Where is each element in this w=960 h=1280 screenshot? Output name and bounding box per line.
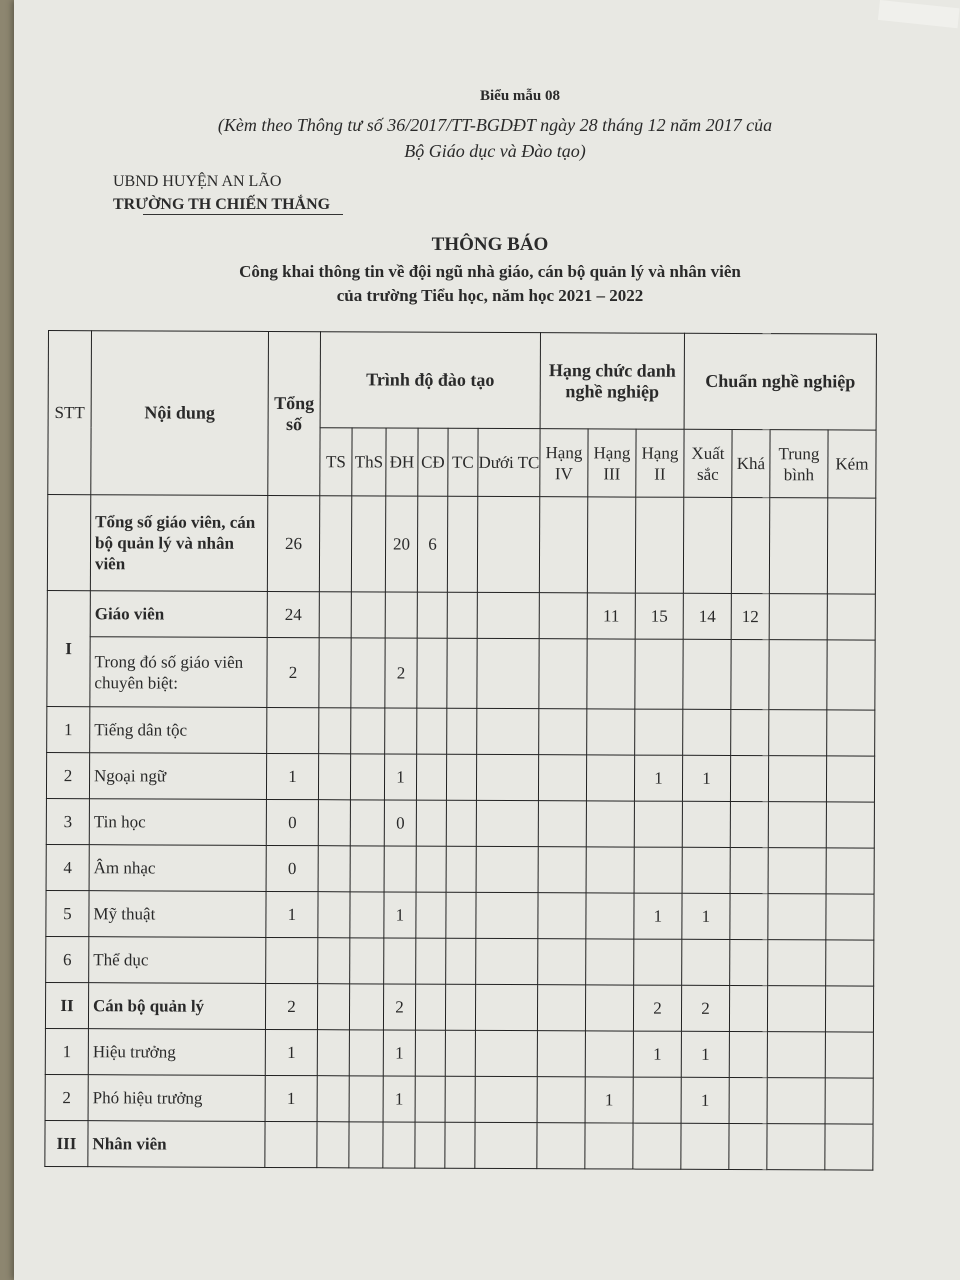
cell-label: Âm nhạc xyxy=(89,845,266,892)
form-note-line2: Bộ Giáo dục và Đào tạo) xyxy=(404,141,586,161)
cell-label: Thể dục xyxy=(89,937,266,984)
subheader-cell: Xuất sắc xyxy=(684,429,732,497)
cell-value xyxy=(415,1122,445,1168)
cell-value xyxy=(475,984,537,1030)
cell-value xyxy=(826,848,874,894)
subheader-cell: Hạng IV xyxy=(540,429,588,497)
header-tong-so: Tổng số xyxy=(268,331,321,495)
form-id: Biểu mẫu 08 xyxy=(479,88,560,104)
subheader-cell: Hạng III xyxy=(588,429,636,497)
cell-value xyxy=(682,801,730,847)
cell-value xyxy=(634,801,682,847)
cell-label: Hiệu trưởng xyxy=(88,1029,265,1076)
cell-value xyxy=(318,754,350,800)
cell-value xyxy=(539,709,587,755)
cell-value xyxy=(827,594,875,640)
table-row xyxy=(45,1028,873,1078)
cell-value: 1 xyxy=(383,1030,415,1076)
cell-stt: 5 xyxy=(46,890,89,936)
cell-value xyxy=(769,594,827,640)
cell-value xyxy=(447,592,477,638)
cell-value xyxy=(416,846,446,892)
cell-value xyxy=(476,754,538,800)
cell-stt: 2 xyxy=(45,1074,88,1120)
cell-value xyxy=(447,708,477,754)
header-chuan: Chuẩn nghề nghiệp xyxy=(684,333,876,430)
cell-value xyxy=(827,710,875,756)
cell-value xyxy=(539,497,587,593)
cell-value xyxy=(767,986,825,1032)
cell-value xyxy=(634,847,682,893)
cell-value xyxy=(586,801,634,847)
cell-value xyxy=(351,638,385,708)
cell-total xyxy=(267,707,319,753)
notice-subtitle-line2: của trường Tiểu học, năm học 2021 – 2022 xyxy=(336,286,644,305)
cell-value xyxy=(351,708,385,754)
cell-value xyxy=(634,939,682,985)
cell-value xyxy=(683,497,731,593)
cell-value xyxy=(447,496,477,592)
table-row xyxy=(47,590,875,640)
cell-stt: III xyxy=(45,1120,88,1166)
cell-value xyxy=(729,1123,767,1169)
cell-value xyxy=(825,986,873,1032)
cell-value xyxy=(683,709,731,755)
cell-value xyxy=(768,894,826,940)
cell-value xyxy=(385,708,417,754)
cell-value xyxy=(586,755,634,801)
cell-value xyxy=(350,800,384,846)
cell-value xyxy=(417,592,447,638)
cell-value: 2 xyxy=(383,984,415,1030)
cell-value: 0 xyxy=(384,800,416,846)
header-trinh-do: Trình độ đào tạo xyxy=(320,332,540,429)
cell-value xyxy=(446,892,476,938)
cell-value xyxy=(351,592,385,638)
cell-label: Tiếng dân tộc xyxy=(90,707,267,754)
cell-value xyxy=(319,638,351,708)
cell-value: 1 xyxy=(383,1076,415,1122)
cell-value xyxy=(416,892,446,938)
cell-value xyxy=(538,847,586,893)
cell-value xyxy=(768,756,826,802)
cell-value xyxy=(318,800,350,846)
cell-value xyxy=(477,638,539,708)
cell-value xyxy=(586,939,634,985)
cell-value xyxy=(351,496,385,592)
staff-table xyxy=(44,330,877,1171)
cell-value xyxy=(730,755,768,801)
cell-value xyxy=(385,592,417,638)
cell-value xyxy=(826,940,874,986)
cell-label: Giáo viên xyxy=(90,591,267,638)
cell-value xyxy=(415,984,445,1030)
cell-value: 1 xyxy=(681,1077,729,1123)
cell-total: 1 xyxy=(265,1029,317,1075)
cell-value xyxy=(769,710,827,756)
table-row xyxy=(45,982,873,1032)
cell-value xyxy=(683,639,731,709)
cell-total: 0 xyxy=(266,799,318,845)
cell-value xyxy=(731,709,769,755)
cell-value xyxy=(477,592,539,638)
cell-value xyxy=(384,938,416,984)
cell-value xyxy=(537,1123,585,1169)
cell-total xyxy=(265,1121,317,1167)
cell-value xyxy=(417,638,447,708)
cell-value xyxy=(416,938,446,984)
cell-value xyxy=(682,939,730,985)
cell-value xyxy=(537,985,585,1031)
cell-stt: 6 xyxy=(46,936,89,982)
cell-value xyxy=(445,1030,475,1076)
cell-value xyxy=(318,892,350,938)
table-row xyxy=(47,706,875,756)
cell-value xyxy=(586,847,634,893)
cell-value xyxy=(417,708,447,754)
form-note xyxy=(100,112,890,164)
cell-value xyxy=(447,638,477,708)
cell-value xyxy=(768,802,826,848)
cell-value: 1 xyxy=(384,892,416,938)
cell-value xyxy=(446,754,476,800)
cell-value xyxy=(445,1122,475,1168)
cell-value xyxy=(476,938,538,984)
cell-value xyxy=(477,496,539,592)
cell-label: Mỹ thuật xyxy=(89,891,266,938)
table-row xyxy=(47,495,875,595)
cell-value: 1 xyxy=(682,755,730,801)
cell-value xyxy=(767,1032,825,1078)
cell-value xyxy=(349,1122,383,1168)
cell-value xyxy=(682,847,730,893)
cell-value xyxy=(768,848,826,894)
school-name: TRƯỜNG TH CHIẾN THẮNG xyxy=(113,196,331,213)
cell-stt: II xyxy=(45,982,88,1028)
cell-value xyxy=(633,1077,681,1123)
cell-value xyxy=(681,1123,729,1169)
cell-value xyxy=(475,1030,537,1076)
cell-label: Nhân viên xyxy=(88,1121,265,1168)
cell-value xyxy=(586,893,634,939)
cell-value: 12 xyxy=(731,593,769,639)
cell-value xyxy=(317,1122,349,1168)
cell-value: 1 xyxy=(681,1031,729,1077)
notice-subtitle-line1: Công khai thông tin về đội ngũ nhà giáo, cán bộ quản lý và nhân viên xyxy=(239,262,741,281)
cell-value xyxy=(635,639,683,709)
cell-value xyxy=(350,892,384,938)
cell-value xyxy=(731,639,769,709)
cell-value xyxy=(475,1076,537,1122)
cell-value xyxy=(415,1076,445,1122)
table-row xyxy=(46,936,874,986)
subheader-cell: ĐH xyxy=(386,428,418,496)
cell-total: 0 xyxy=(266,845,318,891)
cell-value xyxy=(415,1030,445,1076)
cell-total: 24 xyxy=(267,591,319,637)
cell-label: Cán bộ quản lý xyxy=(88,983,265,1030)
cell-value xyxy=(769,640,827,710)
cell-value xyxy=(318,846,350,892)
cell-value xyxy=(827,498,875,594)
cell-label: Ngoại ngữ xyxy=(89,753,266,800)
cell-total: 1 xyxy=(265,1075,317,1121)
cell-value xyxy=(635,497,683,593)
cell-value xyxy=(349,1076,383,1122)
form-note-line1: (Kèm theo Thông tư số 36/2017/TT-BGDĐT ngày 28 tháng 12 năm 2017 của xyxy=(217,115,773,135)
cell-value xyxy=(319,708,351,754)
cell-value xyxy=(538,755,586,801)
cell-value: 1 xyxy=(682,893,730,939)
cell-value xyxy=(587,497,635,593)
cell-value xyxy=(729,1077,767,1123)
table-row xyxy=(47,636,875,710)
subheader-cell: TS xyxy=(320,428,352,496)
cell-value xyxy=(476,846,538,892)
cell-value xyxy=(768,940,826,986)
subheader-cell: Khá xyxy=(732,429,770,497)
cell-value xyxy=(446,938,476,984)
cell-value xyxy=(383,1122,415,1168)
cell-value xyxy=(349,984,383,1030)
cell-label: Phó hiệu trưởng xyxy=(88,1075,265,1122)
cell-value xyxy=(825,1124,873,1170)
cell-value xyxy=(416,800,446,846)
cell-stt: 2 xyxy=(46,752,89,798)
cell-value xyxy=(769,498,827,594)
cell-value xyxy=(826,802,874,848)
cell-value xyxy=(350,754,384,800)
cell-value: 1 xyxy=(384,754,416,800)
cell-label: Tổng số giáo viên, cán bộ quản lý và nhân viên xyxy=(90,495,267,592)
cell-value xyxy=(585,1123,633,1169)
table-row xyxy=(45,1074,873,1124)
table-row xyxy=(46,798,874,848)
table-row xyxy=(45,1120,873,1170)
cell-value xyxy=(587,639,635,709)
cell-value xyxy=(633,1123,681,1169)
subheader-cell: TC xyxy=(448,428,478,496)
cell-stt: 4 xyxy=(46,844,89,890)
cell-value xyxy=(317,1030,349,1076)
cell-total xyxy=(266,937,318,983)
organization-block xyxy=(113,170,330,216)
cell-value xyxy=(538,893,586,939)
cell-value xyxy=(587,709,635,755)
cell-value xyxy=(537,1031,585,1077)
cell-stt xyxy=(47,495,90,591)
cell-value xyxy=(350,846,384,892)
cell-value xyxy=(445,1076,475,1122)
notice-title: THÔNG BÁO xyxy=(431,234,549,255)
subheader-cell: Kém xyxy=(828,430,876,498)
cell-value: 15 xyxy=(635,593,683,639)
cell-value: 1 xyxy=(634,893,682,939)
cell-value xyxy=(767,1124,825,1170)
district-name: UBND HUYỆN AN LÃO xyxy=(113,173,282,190)
cell-value: 2 xyxy=(385,638,417,708)
cell-value xyxy=(446,800,476,846)
cell-total: 26 xyxy=(267,495,319,591)
cell-value xyxy=(730,847,768,893)
cell-label: Trong đó số giáo viên chuyên biệt: xyxy=(90,637,267,708)
cell-value xyxy=(349,1030,383,1076)
subheader-cell: Dưới TC xyxy=(478,428,540,496)
cell-total: 1 xyxy=(266,753,318,799)
table-row xyxy=(46,890,874,940)
cell-value xyxy=(318,938,350,984)
cell-value xyxy=(539,639,587,709)
cell-value xyxy=(585,985,633,1031)
cell-value xyxy=(350,938,384,984)
cell-value xyxy=(731,497,769,593)
cell-value: 2 xyxy=(681,985,729,1031)
cell-value xyxy=(317,1076,349,1122)
cell-stt: 3 xyxy=(46,798,89,844)
cell-value xyxy=(476,892,538,938)
cell-value xyxy=(539,593,587,639)
cell-value xyxy=(635,709,683,755)
cell-value: 20 xyxy=(385,496,417,592)
cell-value xyxy=(319,496,351,592)
cell-value xyxy=(767,1078,825,1124)
cell-value xyxy=(445,984,475,1030)
cell-stt: 1 xyxy=(45,1028,88,1074)
cell-value: 1 xyxy=(585,1077,633,1123)
cell-value xyxy=(475,1122,537,1168)
subheader-cell: Hạng II xyxy=(636,429,684,497)
cell-value xyxy=(730,939,768,985)
cell-value xyxy=(446,846,476,892)
school-underline xyxy=(143,214,343,215)
cell-value xyxy=(729,985,767,1031)
cell-value xyxy=(477,708,539,754)
cell-value: 1 xyxy=(634,755,682,801)
cell-value xyxy=(729,1031,767,1077)
cell-value xyxy=(476,800,538,846)
cell-value xyxy=(319,592,351,638)
subheader-cell: ThS xyxy=(352,428,386,496)
subheader-cell: Trung bình xyxy=(770,430,828,498)
cell-value xyxy=(538,939,586,985)
cell-value xyxy=(826,894,874,940)
subheader-cell: CĐ xyxy=(418,428,448,496)
header-stt: STT xyxy=(48,331,92,495)
cell-value xyxy=(538,801,586,847)
cell-value xyxy=(825,1078,873,1124)
cell-value: 11 xyxy=(587,593,635,639)
header-hang-chuc-danh: Hạng chức danh nghề nghiệp xyxy=(540,333,684,430)
cell-label: Tin học xyxy=(89,799,266,846)
table-row xyxy=(46,844,874,894)
cell-total: 1 xyxy=(266,891,318,937)
cell-value xyxy=(317,984,349,1030)
cell-value xyxy=(585,1031,633,1077)
cell-value xyxy=(730,801,768,847)
cell-value xyxy=(384,846,416,892)
table-row xyxy=(46,752,874,802)
cell-value: 6 xyxy=(417,496,447,592)
cell-stt: 1 xyxy=(47,706,90,752)
cell-value xyxy=(825,1032,873,1078)
cell-value xyxy=(537,1077,585,1123)
header-noi-dung: Nội dung xyxy=(91,331,269,496)
cell-value: 2 xyxy=(633,985,681,1031)
cell-total: 2 xyxy=(267,637,319,707)
cell-value: 14 xyxy=(683,593,731,639)
cell-value xyxy=(416,754,446,800)
cell-value xyxy=(730,893,768,939)
cell-value: 1 xyxy=(633,1031,681,1077)
cell-total: 2 xyxy=(265,983,317,1029)
cell-value xyxy=(826,756,874,802)
cell-value xyxy=(827,640,875,710)
cell-stt: I xyxy=(47,590,91,706)
